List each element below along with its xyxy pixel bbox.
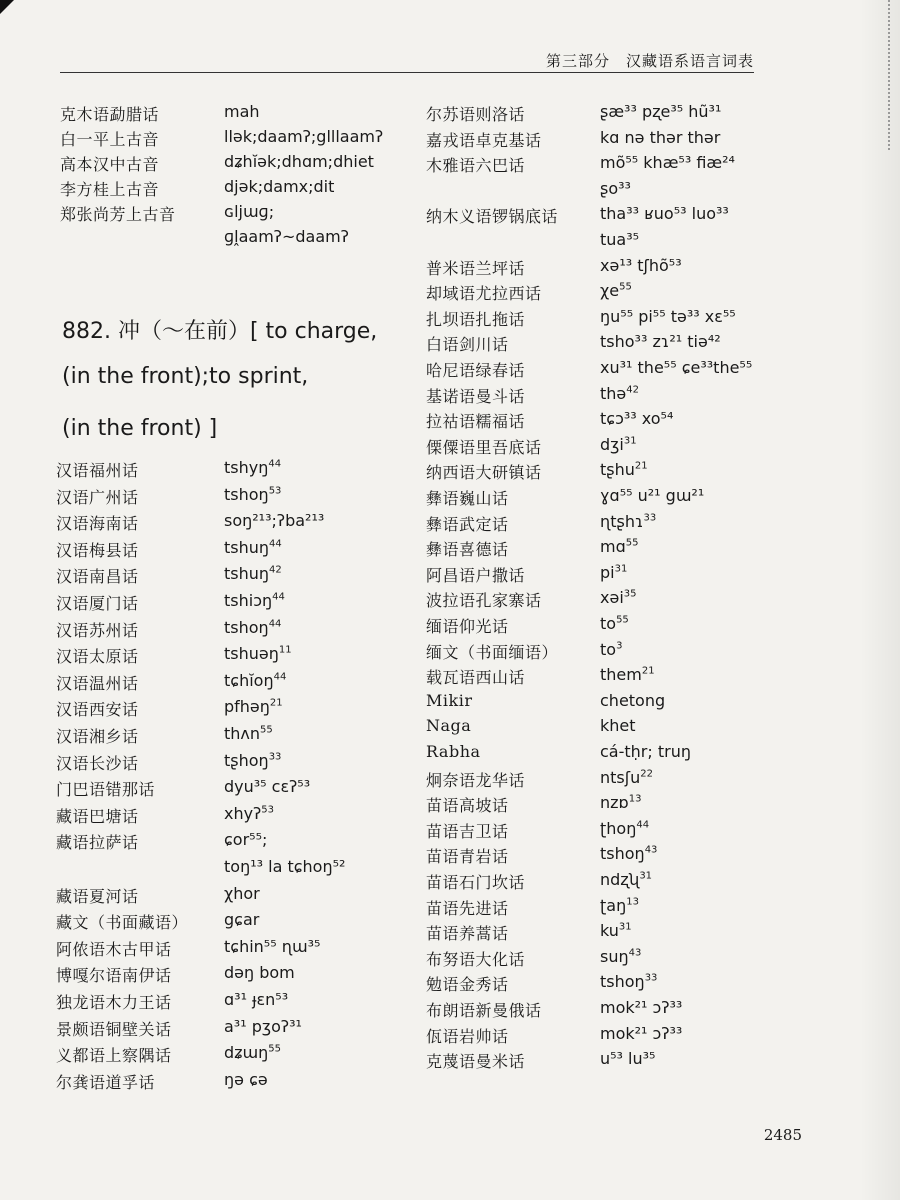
word-form-text: toŋ¹³ la tɕhoŋ⁵² <box>224 857 346 876</box>
word-form-text: pi <box>600 562 615 582</box>
word-form-text: a³¹ pʒoʔ³¹ <box>224 1016 302 1036</box>
language-name: 普米语兰坪话 <box>426 258 526 278</box>
word-form <box>600 588 637 607</box>
tone-number: 55 <box>616 614 629 626</box>
tone-number: 44 <box>268 458 282 470</box>
word-form-text: ŋu⁵⁵ pi⁵⁵ tə³³ xɛ⁵⁵ <box>600 306 736 326</box>
word-form-text: dʒi <box>600 434 624 454</box>
word-form-text: χe <box>600 281 620 301</box>
word-form-text: xhyʔ <box>224 803 262 823</box>
word-form <box>600 870 652 889</box>
word-form <box>224 1043 281 1062</box>
tone-number: 44 <box>272 591 285 603</box>
running-header: 第三部分 汉藏语系语言词表 <box>545 52 754 70</box>
word-form <box>600 512 656 531</box>
word-form-text: to <box>600 614 617 633</box>
word-form-text: tha³³ ʁuo⁵³ luo³³ <box>600 204 729 224</box>
word-form <box>224 697 283 716</box>
tone-number: 44 <box>268 618 282 630</box>
word-form-text: ɕor⁵⁵; <box>224 830 268 850</box>
word-form-text: tshoŋ <box>224 484 269 504</box>
word-form <box>600 281 632 300</box>
language-name: 藏语拉萨话 <box>56 833 139 853</box>
word-form <box>600 640 622 659</box>
scan-corner-mark <box>0 0 14 14</box>
language-name: 苗语吉卫话 <box>426 821 509 841</box>
tone-number: 3 <box>616 640 623 652</box>
word-form <box>600 742 691 761</box>
word-form-text: tshuŋ <box>224 564 270 584</box>
word-form <box>224 937 320 956</box>
word-form-text: pfhəŋ <box>224 697 270 717</box>
language-name: 木雅语六巴话 <box>426 156 526 176</box>
language-name: Mikir <box>426 690 473 710</box>
word-form <box>224 127 383 146</box>
word-form-text: khet <box>600 716 636 736</box>
word-form-text: tshoŋ <box>224 617 269 637</box>
language-name: 苗语石门坎话 <box>426 873 526 892</box>
tone-number: 31 <box>623 435 637 447</box>
word-form <box>600 204 729 223</box>
word-form <box>600 972 657 991</box>
word-form <box>600 665 655 684</box>
language-name: 克木语勐腊话 <box>60 105 160 124</box>
language-name: 波拉语孔家寨话 <box>426 591 542 611</box>
word-form <box>600 947 641 966</box>
word-form <box>224 102 260 121</box>
language-name: 勉语金秀话 <box>426 975 509 995</box>
word-form <box>600 358 752 377</box>
word-form-text: thə <box>600 383 627 403</box>
word-form-text: them <box>600 665 642 685</box>
language-name: 布努语大化话 <box>426 949 526 969</box>
word-form <box>600 256 682 275</box>
tone-number: 33 <box>643 512 657 524</box>
word-form-text: to <box>600 639 617 659</box>
word-form <box>600 230 639 249</box>
word-form-text: ʂo³³ <box>600 178 631 198</box>
word-form-text: gɕar <box>224 910 260 930</box>
language-name: 独龙语木力王话 <box>56 993 172 1012</box>
tone-number: 31 <box>618 921 632 933</box>
tone-number: 42 <box>269 565 282 577</box>
language-name: 汉语温州话 <box>56 673 139 693</box>
language-name: 李方桂上古音 <box>60 180 160 199</box>
word-form-text: xu³¹ the⁵⁵ ɕe³³the⁵⁵ <box>600 358 753 377</box>
word-form <box>224 227 349 246</box>
word-form <box>224 564 282 583</box>
language-name: 高本汉中古音 <box>60 155 160 174</box>
word-form-text: dʑhĭək;dhɑm;dhiet <box>224 152 374 171</box>
word-form-text: djək;damx;dit <box>224 177 335 196</box>
language-name: 汉语广州话 <box>56 487 139 507</box>
language-name: 郑张尚芳上古音 <box>60 205 176 224</box>
word-form <box>600 819 649 838</box>
language-name: 尔龚语道孚话 <box>56 1072 156 1092</box>
tone-number: 33 <box>644 973 658 985</box>
tone-number: 31 <box>614 563 628 575</box>
tone-number: 35 <box>623 589 637 601</box>
word-form <box>224 485 281 504</box>
word-form-text: xə¹³ tʃhõ⁵³ <box>600 255 682 275</box>
word-form-text: llək;daamʔ;glllaamʔ <box>224 127 384 146</box>
word-form <box>600 409 673 428</box>
language-name: 汉语苏州话 <box>56 620 139 640</box>
word-form <box>224 777 310 796</box>
tone-number: 55 <box>268 1043 282 1055</box>
language-name: 扎坝语扎拖话 <box>426 309 526 329</box>
word-form-text: tshyŋ <box>224 458 269 477</box>
tone-number: 55 <box>619 281 632 293</box>
tone-number: 55 <box>625 537 639 549</box>
tone-number: 31 <box>639 870 653 882</box>
language-name: 藏语夏河话 <box>56 886 139 906</box>
word-form-text: tshoŋ <box>600 972 645 992</box>
tone-number: 21 <box>641 665 655 677</box>
word-form-text: suŋ <box>600 946 629 966</box>
word-form <box>224 202 274 221</box>
word-form <box>224 644 292 663</box>
word-form <box>600 435 637 454</box>
language-name: 汉语湘乡话 <box>56 727 139 746</box>
header-rule <box>60 72 754 73</box>
word-form-text: cá-tḥr; truŋ <box>600 742 691 761</box>
tone-number: 53 <box>268 485 282 497</box>
word-form-text: mok²¹ ɔʔ³³ <box>600 998 683 1017</box>
word-form-text: χhor <box>224 883 260 903</box>
tone-number: 44 <box>269 538 282 550</box>
language-name: 汉语南昌话 <box>56 567 139 587</box>
tone-number: 33 <box>268 751 282 763</box>
tone-number: 44 <box>273 671 287 683</box>
word-form <box>224 671 286 690</box>
language-name: 苗语青岩话 <box>426 847 509 867</box>
language-name: 汉语福州话 <box>56 461 139 480</box>
word-form-text: ntsʃu <box>600 767 641 787</box>
word-form <box>600 460 648 479</box>
word-form-text: mõ⁵⁵ khæ⁵³ fiæ²⁴ <box>600 153 735 173</box>
word-form-text: mah <box>224 102 260 121</box>
language-name: 汉语太原话 <box>56 647 139 667</box>
word-form-text: tshoŋ <box>600 844 645 864</box>
word-form <box>600 307 736 326</box>
word-form <box>224 724 273 743</box>
tone-number: 42 <box>626 384 639 396</box>
word-form <box>224 857 345 876</box>
language-name: 拉祜语糯福话 <box>426 412 526 432</box>
page-edge-shadow <box>860 0 900 1200</box>
word-form <box>600 486 704 505</box>
word-form-text: tshuəŋ <box>224 644 279 664</box>
word-form <box>224 884 260 903</box>
word-form <box>224 830 267 849</box>
language-name: 汉语西安话 <box>56 700 139 720</box>
language-name: 尔苏语则洛话 <box>426 105 526 124</box>
word-form-text: ɳtʂhɿ <box>600 511 644 531</box>
word-form-text: dəŋ bom <box>224 963 295 983</box>
language-name: 傈僳语里吾底话 <box>426 437 542 457</box>
word-form-text: dyu³⁵ cɛʔ⁵³ <box>224 777 311 797</box>
word-form <box>600 563 627 582</box>
page-edge-dots <box>882 0 890 150</box>
language-name: 汉语长沙话 <box>56 753 139 773</box>
word-form <box>600 179 631 198</box>
word-form <box>224 152 374 171</box>
word-form <box>600 921 632 940</box>
language-name: 苗语养蒿话 <box>426 924 509 944</box>
word-form-text: tsho³³ zɿ²¹ tiə⁴² <box>600 332 721 352</box>
language-name: 克蔑语曼米话 <box>426 1052 526 1072</box>
word-form <box>600 768 653 787</box>
word-form <box>600 614 629 633</box>
tone-number: 44 <box>636 819 650 831</box>
word-form-text: nzɒ <box>600 793 629 813</box>
entry-heading-line-2: (in the front);to sprint, <box>62 364 309 389</box>
language-name: 汉语梅县话 <box>56 540 139 560</box>
word-form-text: ŋə ɕə <box>224 1069 268 1089</box>
language-name: 载瓦语西山话 <box>426 668 526 688</box>
word-form-text: tɕhĭoŋ <box>224 670 274 690</box>
language-name: 门巴语错那话 <box>56 780 156 800</box>
word-form <box>224 751 281 770</box>
language-name: 苗语先进话 <box>426 898 509 918</box>
word-form-text: ɡḽaamʔ~daamʔ <box>224 227 349 246</box>
word-form-text: ɢljɯɡ; <box>224 202 275 221</box>
tone-number: 11 <box>278 644 292 656</box>
tone-number: 43 <box>644 845 658 857</box>
language-name: 阿侬语木古甲话 <box>56 939 172 959</box>
language-name: 义都语上察隅话 <box>56 1046 172 1066</box>
word-form <box>600 1024 682 1043</box>
word-form <box>600 1049 655 1068</box>
word-form-text: tua³⁵ <box>600 230 640 249</box>
word-form <box>224 511 324 530</box>
language-name: 缅语仰光话 <box>426 617 509 636</box>
tone-number: 55 <box>260 724 273 736</box>
page-number: 2485 <box>763 1126 802 1144</box>
language-name: Naga <box>426 716 472 736</box>
word-form-text: thʌn <box>224 724 261 743</box>
word-form-text: tʂhoŋ <box>224 750 269 770</box>
word-form <box>600 153 735 172</box>
language-name: 藏语巴塘话 <box>56 806 139 826</box>
language-name: 纳木义语锣锅底话 <box>426 207 559 227</box>
language-name: 景颇语铜壁关话 <box>56 1019 172 1039</box>
word-form <box>224 963 295 982</box>
language-name: 嘉戎语卓克基话 <box>426 130 542 150</box>
word-form <box>224 1070 268 1089</box>
word-form <box>600 844 657 863</box>
word-form <box>600 716 636 735</box>
language-name: 佤语岩帅话 <box>426 1026 509 1046</box>
language-name: Rabha <box>426 742 481 761</box>
word-form-text: mok²¹ ɔʔ³³ <box>600 1023 683 1043</box>
word-form <box>600 537 638 556</box>
language-name: 白语剑川话 <box>426 335 509 355</box>
word-form-text: ʈhoŋ <box>600 818 637 838</box>
word-form <box>600 998 682 1017</box>
word-form-text: tʂhu <box>600 460 635 480</box>
word-form-text: ku <box>600 921 619 941</box>
word-form <box>600 896 639 915</box>
word-form-text: kɑ nə thər thər <box>600 127 721 147</box>
word-form <box>224 177 334 196</box>
word-form <box>600 332 721 351</box>
word-form <box>224 990 288 1009</box>
word-form-text: ndʐʯ <box>600 870 640 889</box>
language-name: 彝语巍山话 <box>426 489 509 508</box>
language-name: 藏文（书面藏语） <box>56 913 189 933</box>
word-form-text: xəi <box>600 588 624 608</box>
word-form-text: tshiɔŋ <box>224 591 273 610</box>
language-name: 却域语尤拉西话 <box>426 284 542 304</box>
word-form <box>600 128 720 147</box>
language-name: 彝语武定话 <box>426 514 509 534</box>
language-name: 缅文（书面缅语） <box>426 642 559 662</box>
language-name: 白一平上古音 <box>60 130 160 149</box>
tone-number: 21 <box>634 461 648 473</box>
word-form-text: u⁵³ lu³⁵ <box>600 1049 656 1069</box>
language-name: 纳西语大研镇话 <box>426 463 542 483</box>
word-form-text: tshuŋ <box>224 537 270 557</box>
language-name: 汉语厦门话 <box>56 594 139 613</box>
word-form-text: dʑɯŋ <box>224 1043 269 1063</box>
word-form <box>600 691 665 710</box>
language-name: 博嘎尔语南伊话 <box>56 966 172 986</box>
entry-heading-line-1: 882. 冲（～在前）[ to charge, <box>62 319 378 344</box>
language-name: 苗语高坡话 <box>426 796 509 816</box>
tone-number: 13 <box>626 896 639 908</box>
word-form <box>224 804 274 823</box>
word-form <box>224 458 281 477</box>
word-form <box>224 538 282 557</box>
word-form-text: ʈaŋ <box>600 895 627 915</box>
language-name: 汉语海南话 <box>56 514 139 534</box>
word-form-text: soŋ²¹³;ʔba²¹³ <box>224 511 325 531</box>
word-form <box>224 618 281 637</box>
word-form-text: chetong <box>600 690 666 710</box>
word-form-text: mɑ <box>600 537 626 557</box>
tone-number: 22 <box>640 768 653 780</box>
language-name: 彝语喜德话 <box>426 540 509 560</box>
word-form <box>600 793 641 812</box>
word-form-text: tɕhin⁵⁵ ɳɯ³⁵ <box>224 936 321 956</box>
tone-number: 53 <box>261 804 274 816</box>
word-form-text: tɕɔ³³ xo⁵⁴ <box>600 409 674 429</box>
language-name: 哈尼语绿春话 <box>426 361 526 380</box>
word-form-text: ʂæ³³ pʐe³⁵ hũ³¹ <box>600 102 722 121</box>
language-name: 基诺语曼斗话 <box>426 386 526 406</box>
word-form-text: ɑ³¹ ɟɛn⁵³ <box>224 990 289 1009</box>
word-form <box>600 384 639 403</box>
language-name: 阿昌语户撒话 <box>426 565 526 585</box>
language-name: 炯奈语龙华话 <box>426 770 526 790</box>
word-form <box>600 102 721 121</box>
tone-number: 13 <box>628 793 642 805</box>
tone-number: 43 <box>628 947 642 959</box>
tone-number: 21 <box>269 698 283 710</box>
word-form <box>224 591 285 610</box>
word-form-text: ɣɑ⁵⁵ u²¹ gɯ²¹ <box>600 486 705 505</box>
language-name: 布朗语新曼俄话 <box>426 1001 542 1020</box>
entry-heading-line-3: (in the front) ] <box>62 416 218 441</box>
word-form <box>224 910 259 929</box>
word-form <box>224 1017 302 1036</box>
